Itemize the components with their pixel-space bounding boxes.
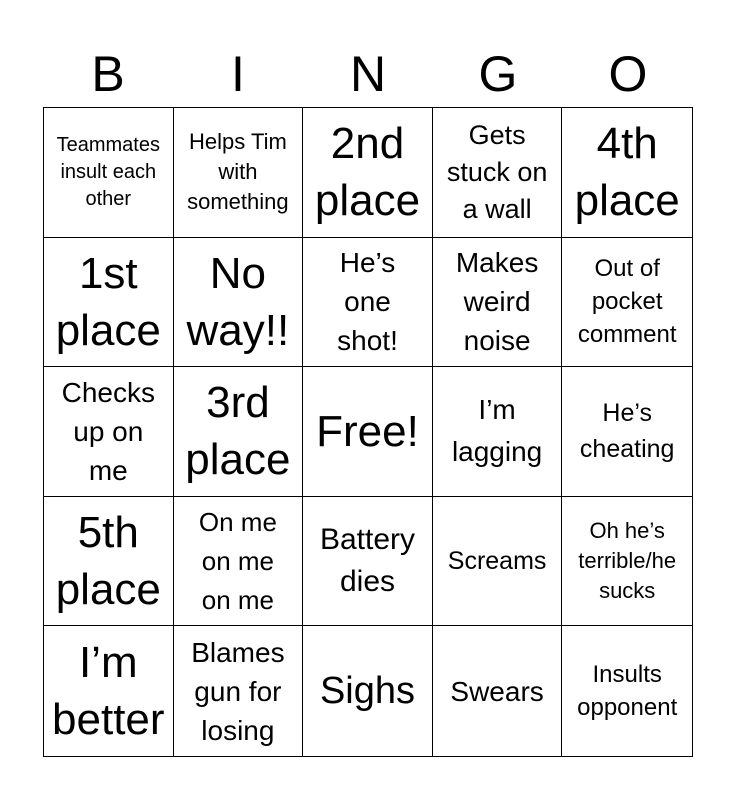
cell-text: Insults opponent [577,661,678,722]
cell-text: Makes weird noise [455,247,539,357]
bingo-cell[interactable] [433,626,563,756]
cell-text: 5th place [55,508,161,615]
bingo-cell[interactable] [433,497,563,627]
cell-text: 3rd place [185,378,291,485]
bingo-cell[interactable] [174,626,304,756]
bingo-cell[interactable] [562,367,692,497]
header-letter-g: G [478,46,518,102]
bingo-cell[interactable] [174,367,304,497]
cell-text: Screams [447,546,547,575]
bingo-cell[interactable] [174,238,304,368]
bingo-cell[interactable] [303,238,433,368]
cell-text: On me on me on me [198,506,277,615]
bingo-cell[interactable] [44,626,174,756]
bingo-cell[interactable] [562,108,692,238]
bingo-cell[interactable] [174,497,304,627]
cell-text: 4th place [574,119,680,226]
cell-text: I’m better [52,638,165,745]
bingo-cell[interactable] [303,497,433,627]
cell-text: Helps Tim with something [187,129,289,215]
bingo-grid [43,107,693,757]
cell-text: Gets stuck on a wall [446,119,548,224]
bingo-cell[interactable] [562,626,692,756]
cell-text: Out of pocket comment [577,255,677,349]
bingo-cell[interactable] [44,108,174,238]
cell-text: Oh he’s terrible/he sucks [578,518,677,604]
cell-text: Blames gun for losing [191,636,285,746]
cell-text: Teammates insult each other [56,133,160,210]
bingo-cell[interactable] [562,497,692,627]
bingo-cell[interactable] [562,238,692,368]
header-letter-b: B [91,46,125,102]
cell-text: 1st place [55,248,161,355]
bingo-cell[interactable] [44,238,174,368]
bingo-cell[interactable] [44,367,174,497]
bingo-cell[interactable] [433,108,563,238]
bingo-cell[interactable] [44,497,174,627]
cell-text: Battery dies [319,523,416,599]
cell-text: 2nd place [314,119,421,226]
cell-text: He’s one shot! [337,247,398,357]
cell-text: Sighs [319,670,416,713]
cell-text: No way!! [186,248,290,355]
free-space-cell[interactable] [303,367,433,497]
bingo-cell[interactable] [433,238,563,368]
header-letter-n: N [349,46,387,102]
bingo-cell[interactable] [433,367,563,497]
cell-text: Swears [450,675,544,707]
cell-text: I’m lagging [451,394,543,468]
cell-text: Free! [316,406,419,456]
cell-text: Checks up on me [61,376,155,486]
bingo-cell[interactable] [303,108,433,238]
bingo-header [43,40,693,108]
cell-text: He’s cheating [579,399,675,464]
header-letter-o: O [608,46,648,102]
bingo-cell[interactable] [174,108,304,238]
header-letter-i: I [231,46,245,102]
bingo-cell[interactable] [303,626,433,756]
